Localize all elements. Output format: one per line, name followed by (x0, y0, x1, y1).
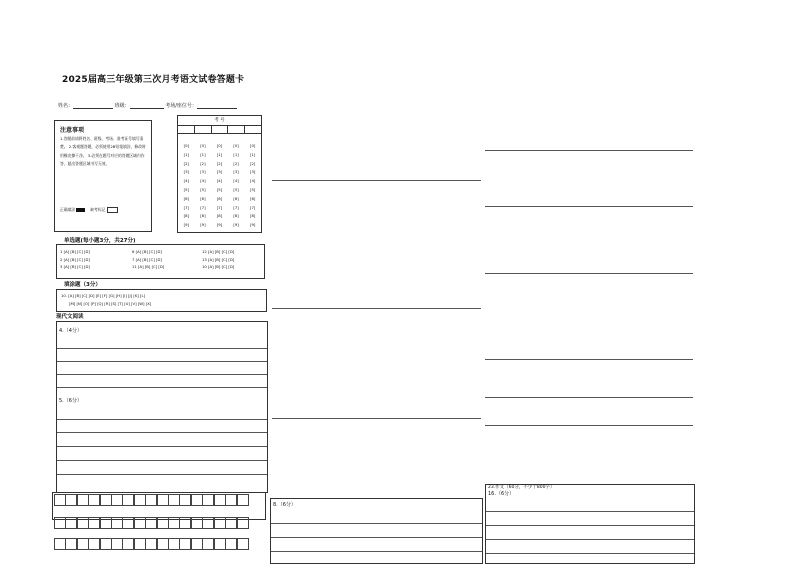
answer-line[interactable] (485, 150, 693, 151)
exam-digit-bubble[interactable]: [4] (183, 178, 189, 184)
exam-digit-bubble[interactable]: [0] (233, 143, 239, 148)
exam-digit-bubble[interactable]: [2] (233, 160, 239, 166)
composition-grid-cell[interactable] (237, 538, 249, 550)
answer-line[interactable] (272, 180, 481, 181)
exam-digit-bubble[interactable]: [5] (183, 186, 189, 192)
exam-digit-bubble[interactable]: [4] (216, 178, 223, 184)
exam-digit-bubble[interactable]: [4] (200, 178, 206, 184)
composition-grid-row[interactable] (54, 494, 248, 506)
composition-grid-cell[interactable] (111, 517, 123, 529)
mc-question-bubbles[interactable]: 10 [A] [B] [C] [D] (202, 264, 235, 269)
composition-grid-cell[interactable] (202, 538, 214, 550)
mc-question-bubbles[interactable]: 2 [A] [B] [C] [D] (60, 256, 90, 262)
exam-digit-bubble[interactable]: [9] (233, 222, 239, 228)
name-field[interactable] (73, 102, 113, 109)
q23-label: 23.作文（60分，不少于800字） (488, 485, 555, 490)
q4-label: 4.（4分） (59, 328, 82, 334)
exam-digit-bubble[interactable]: [3] (249, 169, 256, 175)
composition-grid-cell[interactable] (77, 517, 89, 529)
exam-digit-bubble[interactable]: [1] (200, 151, 206, 157)
q8-label: 8.（6分） (273, 502, 296, 508)
exam-digit-bubble[interactable]: [5] (249, 186, 256, 192)
exam-number-bubbles[interactable] (178, 142, 261, 230)
composition-grid-cell[interactable] (191, 538, 203, 550)
composition-grid-cell[interactable] (122, 538, 134, 550)
exam-digit-bubble[interactable]: [3] (233, 169, 239, 175)
mc-question-bubbles[interactable]: 11 [A] [B] [C] [D] (132, 264, 165, 269)
composition-grid-cell[interactable] (145, 538, 157, 550)
composition-grid-cell[interactable] (122, 517, 134, 529)
composition-grid-cell[interactable] (157, 538, 169, 550)
exam-digit-column[interactable] (184, 142, 189, 230)
exam-digit-bubble[interactable]: [4] (233, 178, 239, 184)
composition-grid-cell[interactable] (225, 538, 237, 550)
fill-answer-box (56, 289, 267, 312)
composition-grid-cell[interactable] (77, 538, 89, 550)
absent-mark-box[interactable] (107, 207, 118, 213)
q16-answer-box (485, 484, 695, 564)
composition-grid-cell[interactable] (134, 517, 146, 529)
composition-grid-cell[interactable] (157, 517, 169, 529)
exam-digit-column[interactable] (250, 142, 255, 230)
exam-digit-bubble[interactable]: [8] (216, 213, 223, 219)
mc-question-bubbles[interactable]: 12 [A] [B] [C] [D] (202, 249, 235, 254)
composition-grid-cell[interactable] (168, 494, 180, 506)
composition-grid-cell[interactable] (202, 494, 214, 506)
exam-digit-bubble[interactable]: [4] (249, 178, 256, 184)
mc-answer-box (56, 244, 265, 279)
answer-line[interactable] (272, 308, 481, 309)
answer-line[interactable] (485, 397, 693, 398)
reading-heading: 现代文阅读 (56, 314, 84, 320)
exam-digit-bubble[interactable]: [1] (233, 151, 239, 157)
composition-grid[interactable] (52, 492, 266, 562)
answer-line[interactable] (485, 206, 693, 207)
composition-grid-cell[interactable] (88, 517, 100, 529)
composition-grid-cell[interactable] (168, 517, 180, 529)
exam-digit-bubble[interactable]: [7] (183, 204, 189, 210)
composition-grid-cell[interactable] (111, 494, 123, 506)
exam-digit-bubble[interactable]: [5] (216, 186, 223, 192)
q16-label: 16.（6分） (488, 491, 515, 497)
composition-grid-cell[interactable] (237, 517, 249, 529)
composition-grid-cell[interactable] (225, 517, 237, 529)
composition-grid-cell[interactable] (100, 494, 112, 506)
answer-line[interactable] (272, 418, 481, 419)
composition-grid-cell[interactable] (54, 517, 66, 529)
fill-legend-label: 正确填涂 (60, 207, 76, 212)
composition-grid-cell[interactable] (65, 494, 77, 506)
reading-answer-box (56, 321, 268, 493)
composition-grid-cell[interactable] (65, 517, 77, 529)
composition-grid-cell[interactable] (214, 494, 226, 506)
name-label: 姓名： (58, 103, 74, 109)
composition-grid-cell[interactable] (214, 517, 226, 529)
composition-grid-cell[interactable] (54, 494, 66, 506)
exam-digit-bubble[interactable]: [8] (233, 213, 239, 219)
mc-question-bubbles[interactable]: 7 [A] [B] [C] [D] (132, 256, 162, 262)
composition-grid-cell[interactable] (122, 494, 134, 506)
exam-number-write-cells[interactable] (178, 126, 261, 134)
composition-grid-cell[interactable] (179, 517, 191, 529)
composition-grid-cell[interactable] (88, 538, 100, 550)
composition-grid-cell[interactable] (111, 538, 123, 550)
absent-label: 缺考标记 (90, 207, 106, 212)
mc-bubbles[interactable] (60, 249, 262, 269)
q5-label: 5.（6分） (59, 398, 82, 404)
exam-digit-bubble[interactable]: [7] (216, 204, 223, 210)
mc-question-bubbles[interactable]: 1 [A] [B] [C] [D] (60, 249, 90, 254)
composition-grid-cell[interactable] (134, 538, 146, 550)
mc-question-bubbles[interactable]: 6 [A] [B] [C] [D] (132, 249, 162, 254)
exam-digit-bubble[interactable]: [1] (249, 151, 256, 157)
exam-digit-bubble[interactable]: [0] (216, 143, 223, 148)
mc-heading: 单选题(每小题3分，共27分) (64, 238, 136, 244)
exam-digit-bubble[interactable]: [9] (249, 222, 256, 228)
composition-grid-cell[interactable] (168, 538, 180, 550)
composition-grid-cell[interactable] (157, 494, 169, 506)
exam-digit-column[interactable] (233, 142, 238, 230)
exam-digit-bubble[interactable]: [1] (216, 151, 223, 157)
exam-digit-bubble[interactable]: [6] (216, 195, 223, 201)
student-info-row (58, 102, 237, 109)
exam-digit-bubble[interactable]: [2] (216, 160, 223, 166)
composition-grid-cell[interactable] (145, 517, 157, 529)
composition-grid-cell[interactable] (191, 494, 203, 506)
filled-mark-sample (76, 208, 85, 212)
exam-digit-bubble[interactable]: [7] (249, 204, 256, 210)
exam-digit-bubble[interactable]: [3] (216, 169, 223, 175)
exam-digit-bubble[interactable]: [7] (233, 204, 239, 210)
composition-grid-cell[interactable] (145, 494, 157, 506)
composition-grid-cell[interactable] (214, 538, 226, 550)
exam-digit-bubble[interactable]: [1] (183, 151, 189, 157)
exam-digit-column[interactable] (200, 142, 205, 230)
composition-grid-cell[interactable] (202, 517, 214, 529)
fill-heading: 填涂题（3分） (64, 282, 101, 288)
composition-grid-cell[interactable] (54, 538, 66, 550)
answer-line[interactable] (485, 425, 693, 426)
exam-digit-bubble[interactable]: [2] (200, 160, 206, 166)
answer-line[interactable] (485, 359, 693, 360)
exam-digit-bubble[interactable]: [7] (200, 204, 206, 210)
exam-digit-bubble[interactable]: [2] (249, 160, 256, 166)
mc-question-bubbles[interactable]: 13 [A] [B] [C] [D] (202, 256, 235, 262)
q8-answer-box (270, 498, 483, 564)
exam-digit-bubble[interactable]: [6] (233, 195, 239, 201)
fill-row-1[interactable]: 10. [A] [B] [C] [D] [E] [F] [G] [H] [I] [J] [K] [L] (61, 293, 146, 298)
exam-digit-bubble[interactable]: [5] (200, 186, 206, 192)
room-seat-field[interactable] (197, 102, 237, 109)
notice-text: 1.答题前请将姓名、班级、考场、准考证号填写清楚。 2.客观题答题，必须使用2B铅笔填涂，修改时用橡皮擦干净。 3.必须在题号对应的答题区域内作答，超出答题区域书写无效。 (60, 136, 146, 167)
exam-digit-bubble[interactable]: [9] (216, 222, 223, 228)
composition-grid-cell[interactable] (100, 517, 112, 529)
exam-digit-bubble[interactable]: [6] (183, 195, 189, 201)
exam-digit-bubble[interactable]: [0] (183, 143, 189, 148)
exam-digit-bubble[interactable]: [3] (183, 169, 189, 175)
composition-grid-row[interactable] (54, 538, 248, 550)
fill-legend (60, 207, 118, 213)
exam-number-box (177, 115, 262, 233)
composition-grid-cell[interactable] (77, 494, 89, 506)
exam-digit-bubble[interactable]: [5] (233, 186, 239, 192)
composition-grid-row[interactable] (54, 517, 248, 529)
answer-line[interactable] (485, 273, 693, 274)
answer-sheet-title: 2025届高三年级第三次月考语文试卷答题卡 (62, 75, 245, 85)
composition-grid-cell[interactable] (65, 538, 77, 550)
composition-grid-cell[interactable] (225, 494, 237, 506)
fill-row-2[interactable]: [M] [N] [O] [P] [Q] [R] [S] [T] [U] [V] [W] [X] (69, 301, 152, 306)
exam-digit-bubble[interactable]: [8] (200, 213, 206, 219)
composition-grid-cell[interactable] (100, 538, 112, 550)
composition-grid-cell[interactable] (179, 494, 191, 506)
mc-question-bubbles[interactable]: 3 [A] [B] [C] [D] (60, 264, 90, 269)
room-seat-label: 考场/座位号： (165, 103, 197, 109)
exam-digit-bubble[interactable]: [0] (200, 143, 206, 148)
class-label: 班级： (114, 103, 130, 109)
exam-digit-bubble[interactable]: [8] (183, 213, 189, 219)
notice-box (54, 120, 152, 232)
exam-digit-column[interactable] (217, 142, 222, 230)
class-field[interactable] (130, 102, 164, 109)
exam-digit-bubble[interactable]: [9] (200, 222, 206, 228)
exam-digit-bubble[interactable]: [2] (183, 160, 189, 166)
composition-grid-cell[interactable] (88, 494, 100, 506)
exam-number-heading: 考 号 (178, 116, 261, 126)
exam-digit-bubble[interactable]: [0] (249, 143, 256, 148)
exam-digit-bubble[interactable]: [8] (249, 213, 256, 219)
exam-digit-bubble[interactable]: [6] (200, 195, 206, 201)
exam-digit-bubble[interactable]: [3] (200, 169, 206, 175)
composition-grid-cell[interactable] (134, 494, 146, 506)
composition-grid-cell[interactable] (191, 517, 203, 529)
composition-grid-cell[interactable] (179, 538, 191, 550)
composition-grid-cell[interactable] (237, 494, 249, 506)
notice-heading: 注意事项 (60, 127, 85, 134)
exam-digit-bubble[interactable]: [6] (249, 195, 256, 201)
exam-digit-bubble[interactable]: [9] (183, 222, 189, 228)
